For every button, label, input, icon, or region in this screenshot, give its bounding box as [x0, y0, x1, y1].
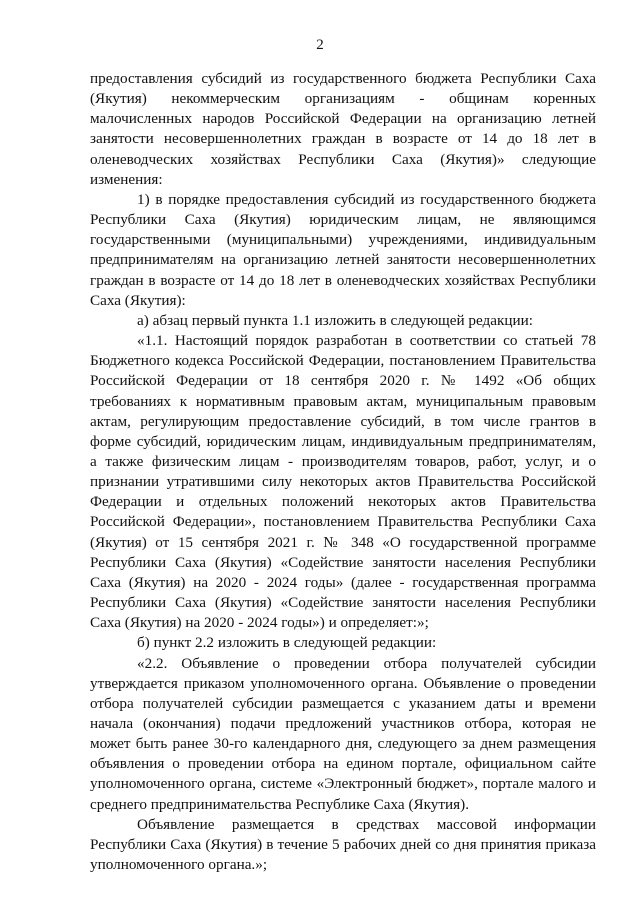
paragraph-item-b: б) пункт 2.2 изложить в следующей редакции: — [137, 634, 437, 652]
paragraph-announcement: Объявление размещается в средствах массовой информации Республики Саха (Якутия) в течение 5 рабочих дней со дня принятия приказа уполномоченного органа.»; — [90, 815, 596, 874]
paragraph-intro-continuation: предоставления субсидий из государственного бюджета Республики Саха (Якутия) некоммерческим организациям - общинам коренных малочисленных народов Российской Федерации на организацию летней занятости несовершеннолетних граждан в возрасте от 14 до 18 лет в оленеводческих хозяйствах Республики Саха (Якутия)» следующие изменения: — [90, 70, 596, 188]
paragraph-clause-2-2: «2.2. Объявление о проведении отбора получателей субсидии утверждается приказом уполномоченного органа. Объявление о проведении отбора получателей субсидии размещается с указанием даты и времени начала (окончания) подачи предложений участников отбора, которая не может быть ранее 30-го календарного дня, следующего за днем размещения объявления о проведении отбора на едином портале, официальном сайте уполномоченного органа, системе «Электронный бюджет», портале малого и среднего предпринимательства Республике Саха (Якутия). — [90, 654, 596, 813]
paragraph-clause-1-1: «1.1. Настоящий порядок разработан в соответствии со статьей 78 Бюджетного кодекса Российской Федерации, постановлением Правительства Российской Федерации от 18 сентября 2020 г. № 1492 «Об общих требованиях к нормативным правовым актам, муниципальным правовым актам, регулирующим предоставление субсидий, в том числе грантов в форме субсидий, юридическим лицам, индивидуальным предпринимателям, а также физическим лицам - производителям товаров, работ, услуг, и о признании утратившими силу некоторых актов Правительства Российской Федерации и отдельных положений некоторых актов Правительства Российской Федерации», постановлением Правительства Республики Саха (Якутия) от 15 сентября 2021 г. № 348 «О государственной программе Республики Саха (Якутия) «Содействие занятости населения Республики Саха (Якутия) на 2020 - 2024 годы» (далее - государственная программа Республики Саха (Якутия) «Содействие занятости населения Республики Саха (Якутия) на 2020 - 2024 годы») и определяет:»; — [90, 332, 596, 632]
paragraph-item-1: 1) в порядке предоставления субсидий из государственного бюджета Республики Саха (Якутия) юридическим лицам, не являющимся государственными (муниципальными) учреждениями, индивидуальным предпринимателям на организацию летней занятости несовершеннолетних граждан в возрасте от 14 до 18 лет в оленеводческих хозяйствах Республики Саха (Якутия): — [90, 190, 596, 309]
paragraph-item-a: а) абзац первый пункта 1.1 изложить в следующей редакции: — [137, 311, 534, 329]
document-body — [90, 69, 596, 875]
page-number: 2 — [316, 37, 324, 53]
